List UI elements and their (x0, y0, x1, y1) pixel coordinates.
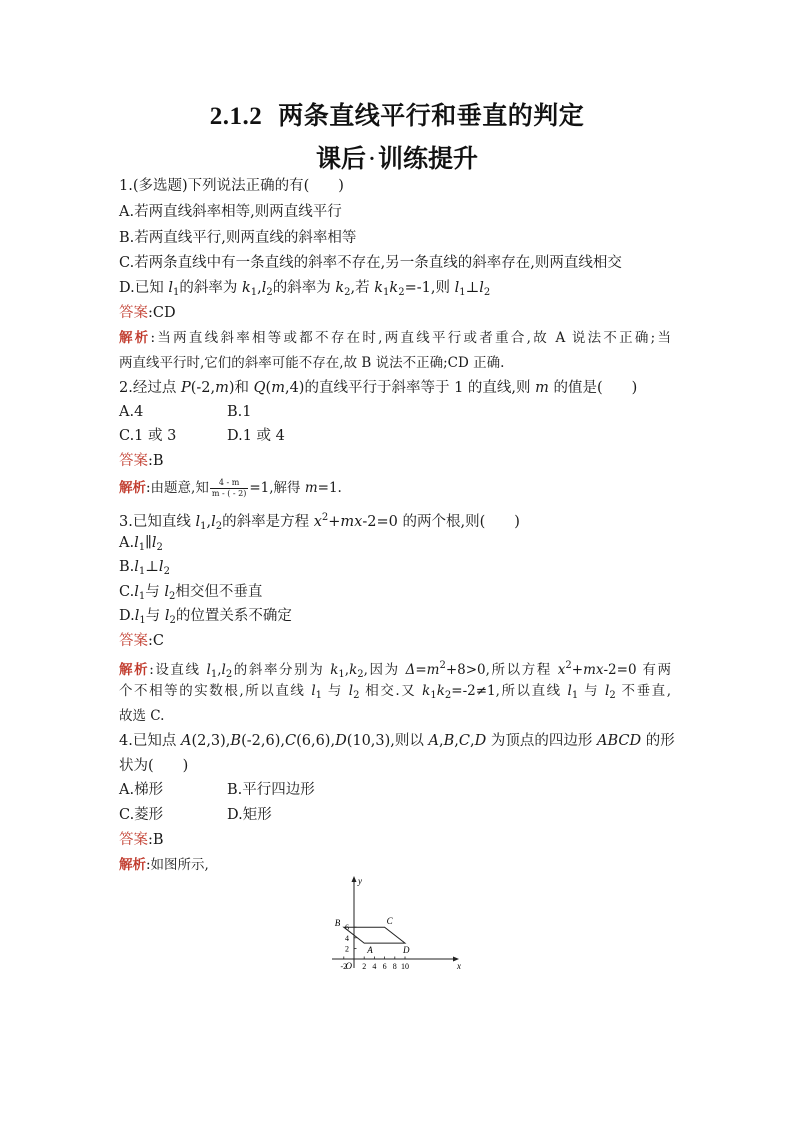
answer-label: 答案 (119, 305, 148, 321)
section-title (0, 96, 794, 132)
q1-explanation-line1: 解析:当两直线斜率相等或都不存在时,两直线平行或者重合,故 A 说法不正确;当 (119, 330, 672, 346)
x-tick-label: 8 (392, 962, 397, 971)
q3-option-b: $B.l_1\perp l_2$ (119, 559, 170, 577)
q1-stem: 1.(多选题)下列说法正确的有( ) (119, 178, 344, 194)
q2-option-b: B.1 (227, 404, 252, 420)
q3-explanation-line3: 故选 C. (119, 708, 165, 724)
y-tick-label: 2 (345, 944, 349, 954)
q4-option-b: B.平行四边形 (227, 782, 315, 798)
q4-option-c: C.菱形 (119, 807, 164, 823)
y-tick-label: 6 (345, 923, 349, 933)
q3-answer: 答案:C (119, 633, 164, 649)
q3-option-a: $A.l_1\parallel l_2$ (119, 535, 163, 553)
q4-option-a: A.梯形 (119, 782, 164, 798)
subtitle-right: 训练提升 (377, 144, 478, 173)
explanation-label: 解析 (119, 330, 151, 346)
q4-stem-line2: 状为( ) (119, 758, 189, 774)
q1-option-b: B.若两直线平行,则两直线的斜率相等 (119, 230, 357, 246)
subtitle-left: 课后 (316, 144, 367, 173)
quadrilateral-abcd (344, 927, 405, 943)
x-axis-label: x (457, 961, 461, 971)
y-tick-label: 4 (345, 933, 349, 943)
q2-answer: 答案:B (119, 453, 164, 469)
q2-option-c: C.1 或 3 (119, 428, 177, 444)
point-label-a: A (367, 945, 373, 956)
q4-explanation: 解析:如图所示, (119, 857, 209, 873)
q2-explanation: 解析:由题意,知 $\frac{4 - m}{m - ( - 2)}$ =1,解得 m=1. (119, 478, 342, 498)
fraction: $\frac{4 - m}{m - ( - 2)}$ (211, 478, 247, 498)
q3-stem: 3.已知直线 $l_1,l_2$的斜率是方程 $x^2+mx-2=0$ 的两个根,则( ) (119, 512, 520, 532)
q1-option-c: C.若两条直线中有一条直线的斜率不存在,另一条直线的斜率存在,则两直线相交 (119, 255, 622, 271)
x-tick-label: 2 (362, 962, 367, 971)
q3-option-d: $D.l_1$与 $l_2$的位置关系不确定 (119, 608, 292, 626)
point-label-b: B (334, 918, 341, 929)
x-tick-label: -2 (340, 962, 348, 971)
q4-stem-line1: 4.已知点 A(2,3),B(-2,6),C(6,6),D(10,3),则以 A,B,C,D 为顶点的四边形 ABCD 的形 (119, 733, 675, 749)
point-label-d: D (403, 945, 410, 956)
section-number: 2.1.2 (209, 103, 263, 130)
quadrilateral-figure (328, 873, 464, 973)
q1-answer: 答案:CD (119, 305, 176, 321)
q2-stem: 2.经过点 P(-2,m)和 Q(m,4)的直线平行于斜率等于 1 的直线,则 m 的值是( ) (119, 380, 638, 396)
q3-explanation-line1: 解析:设直线 $l_1,l_2$的斜率分别为 $k_1,k_2$,因为 $\Delta=m^2+8>0$,所以方程 $x^2+mx-2=0$ 有两 (119, 660, 672, 680)
q4-option-d: D.矩形 (227, 807, 272, 823)
q1-option-d: D.已知 $l_1$的斜率为 $k_1,l_2$的斜率为 $k_2$,若 $k_1k_2=-1$,则 $l_1\perp l_2$ (119, 280, 491, 298)
q2-option-a: A.4 (119, 404, 144, 420)
q2-option-d: D.1 或 4 (227, 428, 285, 444)
y-axis-arrow (352, 876, 357, 882)
x-tick-label: 10 (401, 962, 409, 971)
q4-answer: 答案:B (119, 832, 164, 848)
x-tick-label: 6 (382, 962, 387, 971)
section-heading: 两条直线平行和垂直的判定 (278, 101, 585, 130)
x-tick-label: 4 (372, 962, 377, 971)
point-label-c: C (386, 916, 393, 927)
q3-option-c: $C.l_1$与 $l_2$相交但不垂直 (119, 584, 263, 602)
q1-explanation-line2: 两直线平行时,它们的斜率可能不存在,故 B 说法不正确;CD 正确. (119, 355, 505, 371)
q1-option-a: A.若两直线斜率相等,则两直线平行 (119, 204, 342, 220)
subtitle (0, 139, 794, 175)
subtitle-separator: · (368, 144, 376, 173)
q3-explanation-line2: 个不相等的实数根,所以直线 $l_1$ 与 $l_2$ 相交.又 $k_1k_2=-2\ne 1$,所以直线 $l_1$ 与 $l_2$ 不垂直, (119, 683, 671, 701)
y-axis-label: y (358, 876, 362, 886)
origin-label: O (345, 961, 352, 971)
